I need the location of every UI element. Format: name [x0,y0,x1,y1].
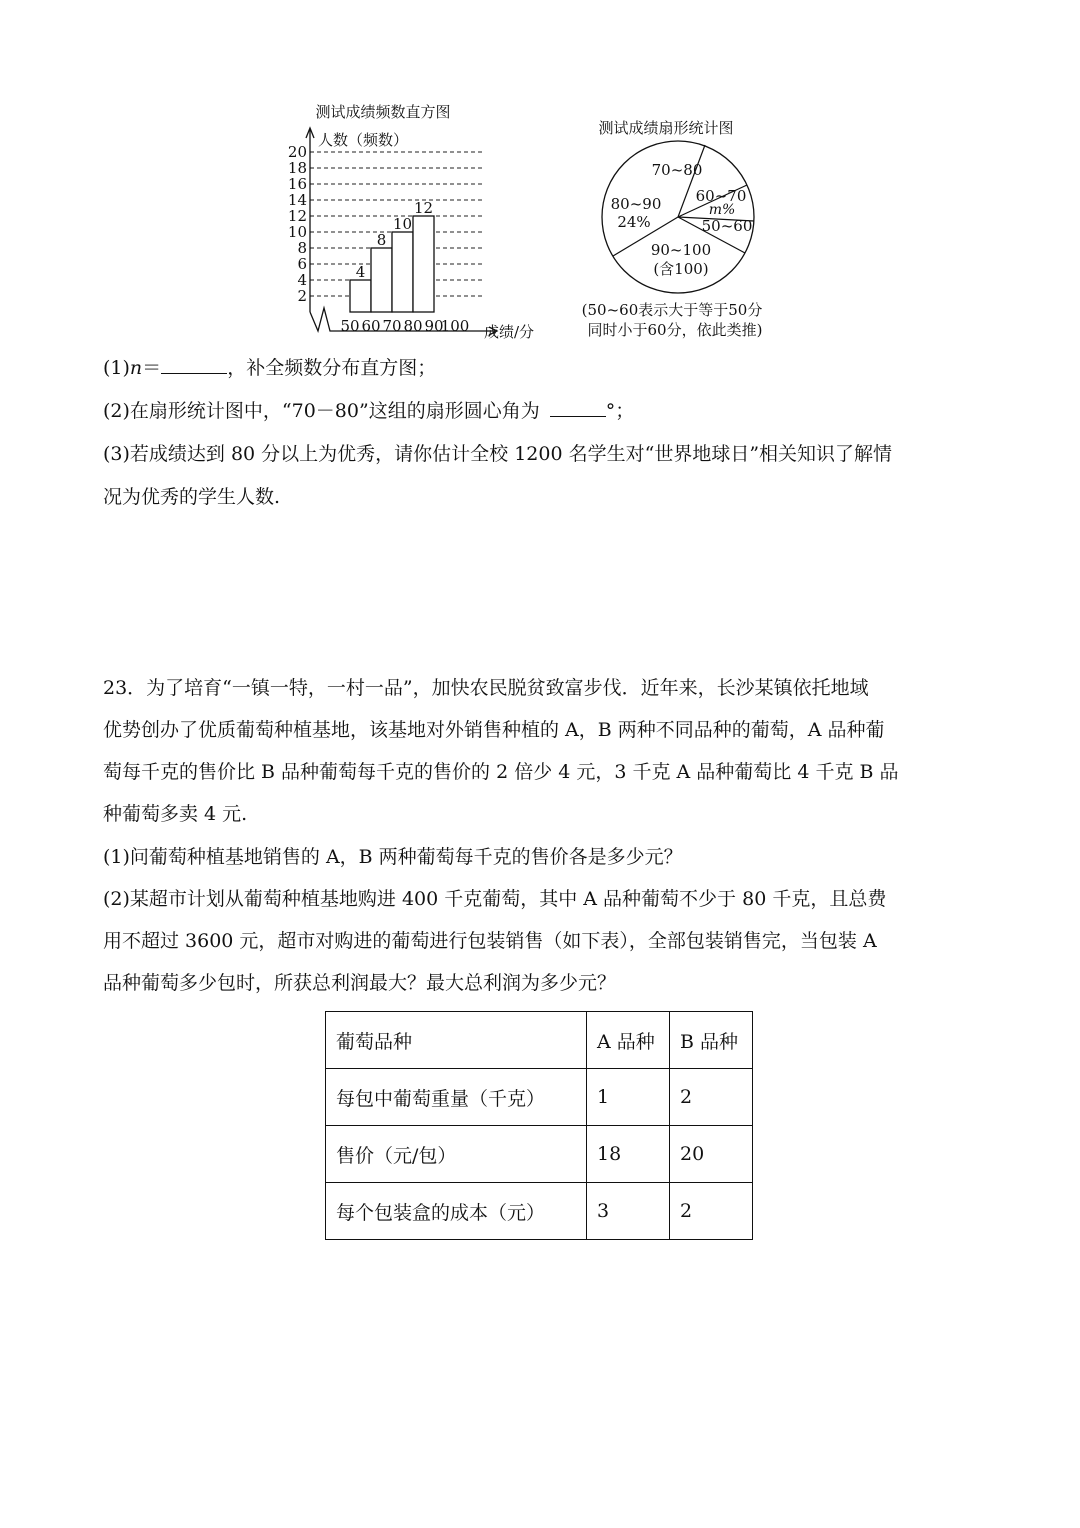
q22-part1 [103,355,436,381]
pie-label-24-percent: 24% [617,213,651,231]
q23-stem-line2: 优势创办了优质葡萄种植基地，该基地对外销售种植的 A，B 两种不同品种的葡萄，A 品种葡 [103,719,885,741]
pie-note-line1: (50~60表示大于等于50分 [581,301,763,319]
histogram-y-tick: 14 [287,191,307,209]
pie-label-60-70: 60~70 [695,187,747,205]
histogram-bar [413,216,434,312]
histogram-y-tick: 6 [297,255,307,273]
histogram-y-label: 人数（频数） [318,131,409,149]
q23-part2-line3: 品种葡萄多少包时，所获总利润最大？最大总利润为多少元？ [103,972,617,994]
table-cell: 3 [587,1183,670,1240]
histogram-bar-label: 10 [392,215,413,233]
histogram-y-tick: 18 [287,159,307,177]
histogram-bar-label: 8 [376,231,387,249]
q22-equals: ＝ [142,357,162,379]
histogram-y-tick: 8 [297,239,307,257]
table-cell: 2 [670,1069,753,1126]
q23-part1: (1)问葡萄种植基地销售的 A，B 两种葡萄每千克的售价各是多少元？ [103,846,683,868]
q23-stem-line4: 种葡萄多卖 4 元. [103,803,248,825]
table-cell: 1 [587,1069,670,1126]
histogram-y-tick: 4 [297,271,307,289]
pie-label-80-90: 80~90 [610,195,662,213]
q23-part2-line1: (2)某超市计划从葡萄种植基地购进 400 千克葡萄，其中 A 品种葡萄不少于 80 千克，且总费 [103,888,887,910]
histogram-y-ticks [288,143,307,305]
histogram-x-tick: 50 [340,317,360,335]
table-row [326,1126,753,1183]
histogram-bar-label: 4 [355,263,366,281]
pie-title: 测试成绩扇形统计图 [598,119,734,137]
pie-label-m-percent: m% [708,202,736,218]
q23-stem-line3: 萄每千克的售价比 B 品种葡萄每千克的售价的 2 倍少 4 元，3 千克 A 品种葡萄比 4 千克 B 品 [103,761,899,783]
table-cell: 18 [587,1126,670,1183]
charts-svg [270,95,790,355]
histogram-bar [392,232,413,312]
histogram-y-tick: 10 [287,223,307,241]
table-header-cell: A 品种 [587,1012,670,1069]
pie-label-50-60: 50~60 [701,217,753,235]
table-cell: 每个包装盒的成本（元） [326,1183,587,1240]
answer-blank[interactable] [161,373,227,374]
table-header-cell: B 品种 [670,1012,753,1069]
table-header-row [326,1012,753,1069]
table-row [326,1183,753,1240]
histogram-y-tick: 12 [287,207,307,225]
histogram-y-tick: 2 [297,287,307,305]
histogram-x-ticks [340,317,469,335]
q22-var-n: n [129,357,143,379]
table-cell: 每包中葡萄重量（千克） [326,1069,587,1126]
table-cell: 售价（元/包） [326,1126,587,1183]
q22-part3-line1: (3)若成绩达到 80 分以上为优秀，请你估计全校 1200 名学生对“世界地球日”相关知识了解情 [103,443,893,465]
q22-part2 [103,398,634,424]
q23-part2-line2: 用不超过 3600 元，超市对购进的葡萄进行包装销售（如下表），全部包装销售完，当包装 A [103,930,877,952]
table-header-cell: 葡萄品种 [326,1012,587,1069]
pie-label-70-80: 70~80 [651,161,703,179]
table-row [326,1069,753,1126]
table-cell: 2 [670,1183,753,1240]
packaging-table [325,1011,753,1240]
histogram-y-tick: 16 [287,175,307,193]
answer-blank[interactable] [550,416,606,417]
histogram-x-label: 成绩/分 [484,323,535,341]
histogram-bar [371,248,392,312]
figures [270,95,790,355]
q22-part1-suffix: ，补全频数分布直方图； [227,357,437,379]
q23-stem-line1: 23．为了培育“一镇一特，一村一品”，加快农民脱贫致富步伐．近年来，长沙某镇依托地域 [103,677,869,699]
histogram-bar [350,280,371,312]
histogram-y-tick: 20 [287,143,307,161]
histogram-title: 测试成绩频数直方图 [315,103,451,121]
histogram-x-tick: 90 [424,317,444,335]
pie-label-90-100: 90~100 [650,241,712,259]
q22-part2-text: (2)在扇形统计图中，“70－80”这组的扇形圆心角为 [103,400,540,422]
histogram-x-tick: 100 [440,317,470,335]
q22-part2-suffix: °； [605,400,635,422]
table-cell: 20 [670,1126,753,1183]
histogram-bar-label: 12 [413,199,434,217]
histogram-x-tick: 60 [361,317,381,335]
histogram [288,103,534,341]
pie-label-include-100: (含100) [653,260,709,278]
q22-part3-line2: 况为优秀的学生人数. [103,486,281,508]
histogram-x-tick: 80 [403,317,423,335]
pie-note-line2: 同时小于60分，依此类推) [587,321,763,339]
histogram-x-tick: 70 [382,317,402,335]
pie-chart [582,119,763,339]
q22-part1-prefix: (1) [103,357,130,379]
